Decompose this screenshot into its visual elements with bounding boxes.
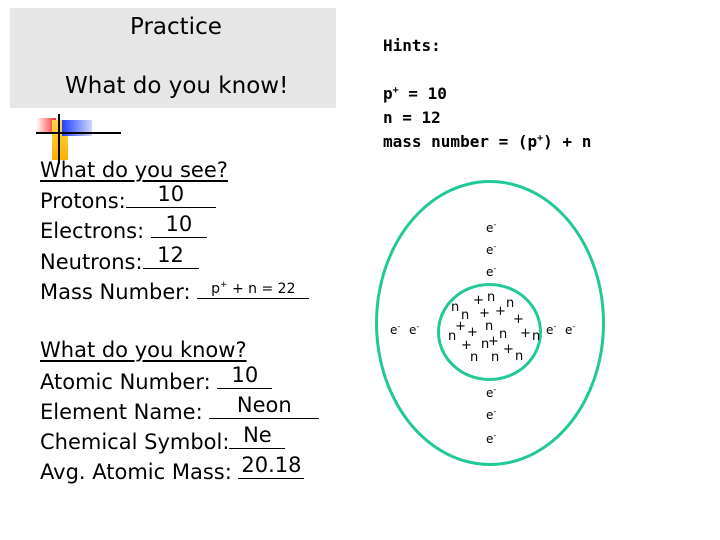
- neutron: n: [448, 329, 457, 344]
- atomic-number-answer: 10: [231, 363, 259, 387]
- avg-mass-answer: 20.18: [241, 453, 302, 477]
- protons-blank: [126, 182, 216, 208]
- proton: +: [455, 319, 466, 334]
- atomic-number-row: [40, 363, 272, 394]
- electron: e-: [486, 407, 497, 422]
- atomic-number-label: Atomic Number:: [40, 370, 218, 394]
- neutron: n: [461, 308, 470, 323]
- mass-number-answer: [197, 280, 309, 297]
- chemical-symbol-answer: Ne: [243, 423, 272, 447]
- atomic-number-blank: [217, 363, 272, 389]
- neutron: n: [451, 300, 460, 315]
- mass-number-answer-rest: + n = 22: [227, 281, 296, 297]
- avg-mass-label: Avg. Atomic Mass:: [40, 460, 239, 484]
- proton: +: [467, 325, 478, 340]
- avg-mass-blank: [238, 453, 304, 479]
- electron: e-: [390, 322, 401, 337]
- slide-subtitle: What do you know!: [65, 73, 289, 99]
- atom-diagram: [375, 180, 605, 465]
- chemical-symbol-label: Chemical Symbol:: [40, 430, 230, 454]
- mass-number-answer-p: p: [211, 281, 220, 297]
- decorative-horizontal-line: [36, 132, 121, 134]
- electron: e-: [546, 322, 557, 337]
- protons-row: [40, 182, 216, 213]
- neutron: n: [485, 319, 494, 334]
- hint-protons-p: p: [383, 84, 393, 103]
- hint-mass-sup: +: [537, 133, 544, 144]
- electron: e-: [486, 431, 497, 446]
- hint-protons-sup: +: [392, 85, 399, 96]
- chemical-symbol-row: [40, 423, 285, 454]
- electrons-answer: 10: [165, 212, 193, 236]
- electron: e-: [486, 385, 497, 400]
- neutron: n: [470, 350, 479, 365]
- element-name-blank: [209, 393, 319, 419]
- electrons-label: Electrons:: [40, 219, 151, 243]
- proton: +: [473, 293, 484, 308]
- proton: +: [513, 312, 524, 327]
- element-name-row: [40, 393, 319, 424]
- neutron: n: [506, 296, 515, 311]
- mass-number-label: Mass Number:: [40, 280, 198, 304]
- electron: e-: [486, 264, 497, 279]
- hint-mass-b: ) + n: [543, 132, 592, 151]
- hint-protons-value: = 10: [398, 84, 447, 103]
- proton: +: [479, 306, 490, 321]
- neutron: n: [532, 329, 541, 344]
- hints-title: Hints:: [383, 36, 441, 55]
- protons-answer: 10: [157, 182, 185, 206]
- see-heading: What do you see?: [40, 158, 228, 182]
- mass-number-blank: [197, 278, 309, 299]
- chemical-symbol-blank: [229, 423, 285, 449]
- neutron: n: [487, 290, 496, 305]
- electron: e-: [486, 220, 497, 235]
- neutron: n: [499, 327, 508, 342]
- proton: +: [520, 326, 531, 341]
- hint-protons: [383, 84, 447, 103]
- proton: +: [461, 338, 472, 353]
- hint-neutrons: n = 12: [383, 108, 441, 127]
- mass-number-answer-sup: +: [219, 280, 228, 290]
- mass-number-row: [40, 278, 309, 304]
- electron: e-: [409, 322, 420, 337]
- neutrons-blank: [143, 243, 199, 269]
- know-heading: What do you know?: [40, 338, 247, 362]
- element-name-answer: Neon: [236, 393, 292, 417]
- neutron: n: [491, 350, 500, 365]
- proton: +: [488, 334, 499, 349]
- electrons-blank: [151, 212, 207, 238]
- avg-mass-row: [40, 453, 304, 484]
- hint-mass-a: mass number = (p: [383, 132, 538, 151]
- protons-label: Protons:: [40, 189, 126, 213]
- element-name-label: Element Name:: [40, 400, 210, 424]
- hint-mass-number: [383, 132, 591, 151]
- neutron: n: [481, 337, 490, 352]
- decorative-vertical-line: [58, 114, 60, 164]
- slide-title: Practice: [130, 14, 222, 40]
- proton: +: [503, 342, 514, 357]
- neutrons-label: Neutrons:: [40, 250, 143, 274]
- neutrons-answer: 12: [157, 243, 184, 267]
- electron: e-: [565, 322, 576, 337]
- neutron: n: [515, 349, 524, 364]
- proton: +: [495, 304, 506, 319]
- electrons-row: [40, 212, 207, 243]
- electron: e-: [486, 242, 497, 257]
- neutrons-row: [40, 243, 199, 274]
